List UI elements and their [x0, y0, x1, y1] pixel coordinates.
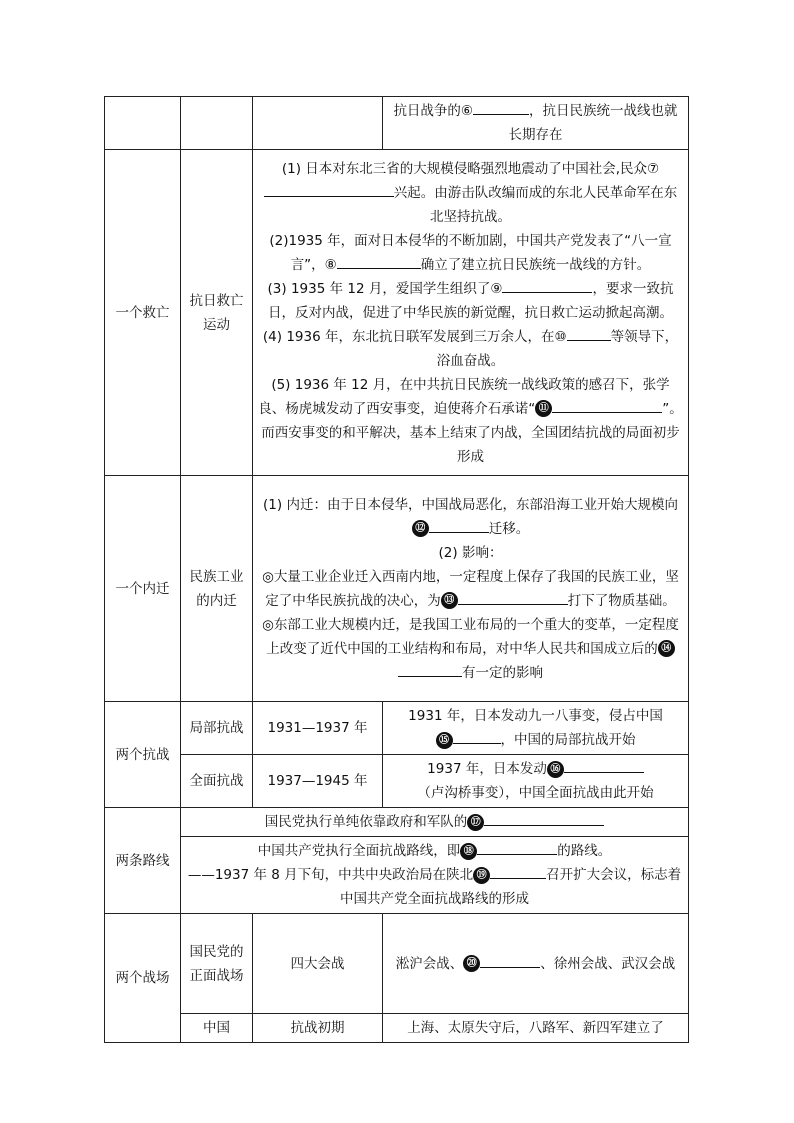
blank-17[interactable] [484, 810, 604, 826]
gmd-route: 国民党执行单纯依靠政府和军队的 ⑰ [181, 808, 689, 837]
neiqian-content [253, 476, 689, 702]
blank-18[interactable] [477, 839, 557, 855]
full-label: 全面抗战 [181, 755, 253, 808]
table-row [105, 702, 689, 755]
china-label: 中国 [181, 1014, 253, 1043]
section-neiqian-label: 一个内迁 [105, 476, 181, 702]
blank-9[interactable] [502, 277, 592, 293]
circled-number: ⑰ [467, 814, 484, 831]
row0-text-b: ，抗日民族统一战线也就 [529, 103, 678, 119]
jiuwang-sub: 抗日救亡运动 [181, 150, 253, 476]
row0-text-a: 抗日战争的⑥ [393, 103, 474, 119]
front-label: 国民党的正面战场 [181, 914, 253, 1014]
jiuwang-p3: (3) 1935 年 12 月，爱国学生组织了⑨ ，要求一致抗日，反对内战，促进了中华民族的新觉醒，抗日救亡运动掀起高潮。 [258, 277, 683, 325]
blank-8[interactable] [337, 253, 421, 269]
table-row [105, 837, 689, 914]
empty-cell [253, 97, 383, 150]
full-content: 1937 年，日本发动 ⑯ （卢沟桥事变），中国全面抗战由此开始 [383, 755, 689, 808]
ccp-route: 中国共产党执行全面抗战路线，即 ⑱ 的路线。 ——1937 年 8 月下旬，中共中央政治局在陕北 ⑲ 召开扩大会议，标志着中国共产党全面抗战路线的形成 [181, 837, 689, 914]
section-luxian-label: 两条路线 [105, 808, 181, 914]
circled-number: ⑳ [463, 955, 480, 972]
circled-number: ⑭ [658, 640, 675, 657]
local-content: 1931 年，日本发动九一八事变，侵占中国 ⑮ ，中国的局部抗战开始 [383, 702, 689, 755]
blank-20[interactable] [480, 952, 540, 968]
neiqian-p4: ◎东部工业大规模内迁，是我国工业布局的一个重大的变革，一定程度上改变了近代中国的工业结构和布局，对中华人民共和国成立后的 ⑭有一定的影响 [262, 616, 679, 681]
table-row [105, 476, 689, 702]
section-kangzhan-label: 两个抗战 [105, 702, 181, 808]
row0-text-c: 长期存在 [508, 127, 563, 143]
empty-cell [181, 97, 253, 150]
neiqian-p2: (2) 影响： [438, 544, 503, 561]
circled-number: ⑯ [547, 761, 564, 778]
early-label: 抗战初期 [253, 1014, 383, 1043]
table-row [105, 755, 689, 808]
full-years: 1937—1945 年 [253, 755, 383, 808]
blank-19[interactable] [490, 863, 546, 879]
table-row [105, 808, 689, 837]
table-row [105, 150, 689, 476]
table-row [105, 97, 689, 150]
neiqian-sub: 民族工业的内迁 [181, 476, 253, 702]
battles-content: 淞沪会战、 ⑳ 、徐州会战、武汉会战 [383, 914, 689, 1014]
blank-12[interactable] [429, 517, 489, 533]
jiuwang-content [253, 150, 689, 476]
battles-label: 四大会战 [253, 914, 383, 1014]
blank-13[interactable] [458, 589, 568, 605]
circled-number: ⑱ [460, 843, 477, 860]
blank-14[interactable] [398, 661, 462, 677]
blank-7[interactable] [264, 181, 394, 197]
local-label: 局部抗战 [181, 702, 253, 755]
jiuwang-p5: (5) 1936 年 12 月，在中共抗日民族统一战线政策的感召下，张学良、杨虎城发动了西安事变，迫使蒋介石承诺“ ⑪ ”。而西安事变的和平解决，基本上结束了内战，全国团结抗战的局面初步形成 [258, 376, 683, 465]
neiqian-p1: (1) 内迁：由于日本侵华，中国战局恶化，东部沿海工业开始大规模向⑫ 迁移。 [263, 496, 678, 537]
circled-number: ⑪ [535, 400, 552, 417]
blank-16[interactable] [564, 757, 644, 773]
circled-number: ⑬ [441, 592, 458, 609]
blank-15[interactable] [453, 728, 501, 744]
empty-cell [105, 97, 181, 150]
circled-number: ⑫ [412, 520, 429, 537]
section-zhanchang-label: 两个战场 [105, 914, 181, 1043]
jiuwang-p4: (4) 1936 年，东北抗日联军发展到三万余人，在⑩ 等领导下，浴血奋战。 [258, 325, 683, 373]
table-row [105, 1014, 689, 1043]
blank-10[interactable] [567, 325, 611, 341]
neiqian-p3: ◎大量工业企业迁入西南内地，一定程度上保存了我国的民族工业，坚定了中华民族抗战的决心，为 ⑬ 打下了物质基础。 [262, 568, 679, 609]
history-table [104, 96, 689, 1043]
jiuwang-p2: (2)1935 年，面对日本侵华的不断加剧，中国共产党发表了“八一宣言”，⑧ 确立了建立抗日民族统一战线的方针。 [269, 232, 672, 273]
circled-number: ⑲ [473, 867, 490, 884]
row0-content [383, 97, 689, 150]
table-row [105, 914, 689, 1014]
local-years: 1931—1937 年 [253, 702, 383, 755]
circled-number: ⑮ [436, 732, 453, 749]
jiuwang-p1: (1) 日本对东北三省的大规模侵略强烈地震动了中国社会,民众⑦ 兴起。由游击队改编而成的东北人民革命军在东北坚持抗战。 [258, 157, 683, 229]
section-jiuwang-label: 一个救亡 [105, 150, 181, 476]
early-content: 上海、太原失守后，八路军、新四军建立了 [383, 1014, 689, 1043]
blank-11[interactable] [552, 397, 662, 413]
blank-6[interactable] [473, 99, 529, 115]
